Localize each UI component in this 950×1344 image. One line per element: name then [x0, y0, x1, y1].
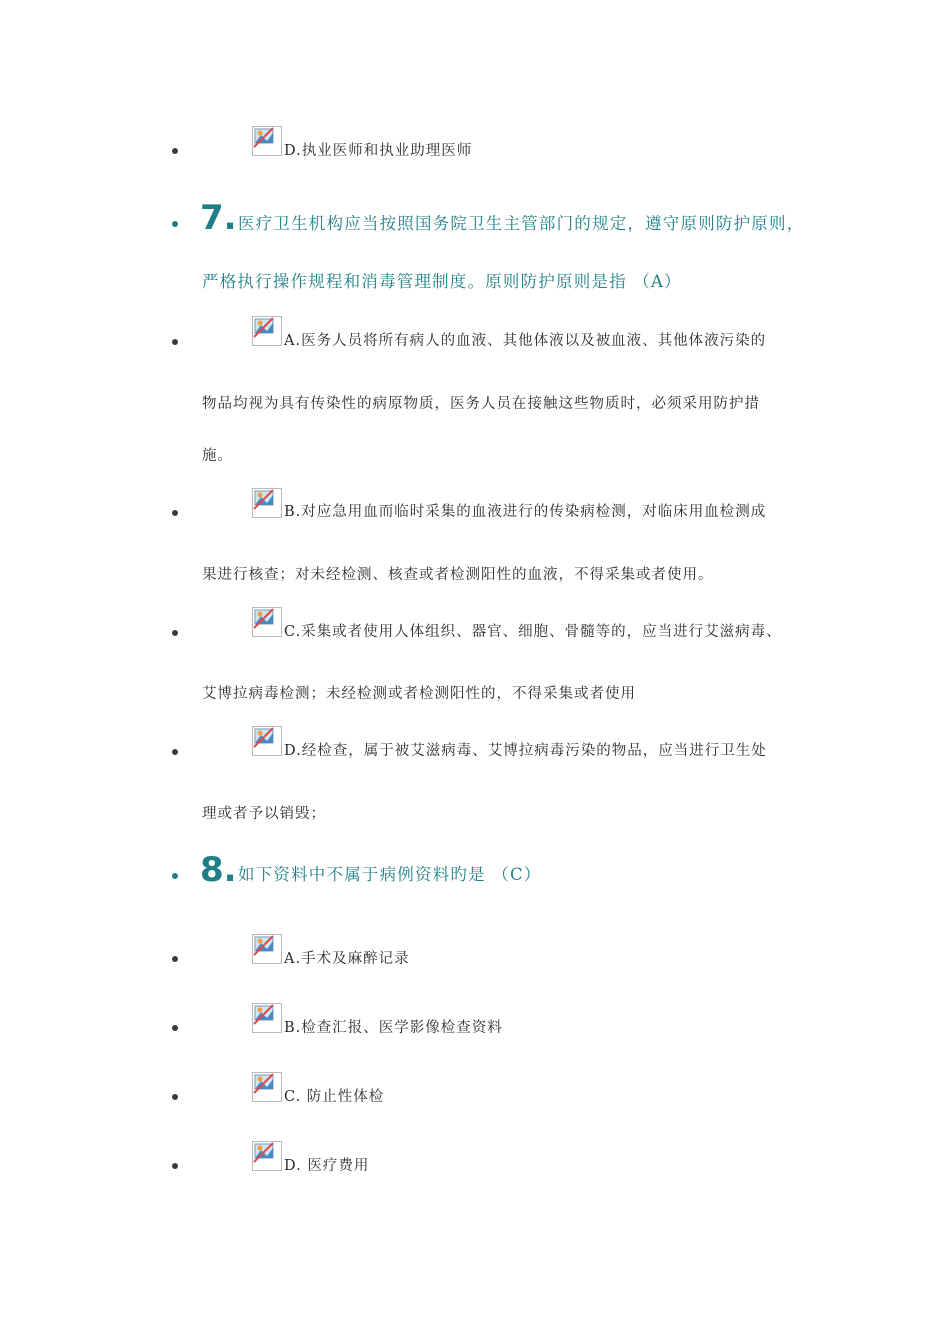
- broken-image-icon: [252, 316, 282, 346]
- list-bullet: [172, 221, 178, 227]
- list-bullet: [172, 956, 178, 962]
- broken-image-icon: [252, 607, 282, 637]
- question-number: 8.: [200, 850, 237, 890]
- list-bullet: [172, 148, 178, 154]
- option-text: A.手术及麻醉记录: [284, 951, 410, 967]
- list-bullet: [172, 339, 178, 345]
- question-text: 如下资料中不属于病例资料旳是 （C）: [238, 865, 542, 884]
- question-number: 7.: [200, 198, 237, 238]
- list-bullet: [172, 873, 178, 879]
- broken-image-icon: [252, 488, 282, 518]
- broken-image-icon: [252, 1072, 282, 1102]
- broken-image-icon: [252, 126, 282, 156]
- option-text: A.医务人员将所有病人的血液、其他体液以及被血液、其他体液污染的: [284, 333, 767, 349]
- broken-image-icon: [252, 1003, 282, 1033]
- question-text: 严格执行操作规程和消毒管理制度。原则防护原则是指 （A）: [202, 272, 682, 291]
- option-text: D.执业医师和执业助理医师: [284, 143, 473, 159]
- list-bullet: [172, 630, 178, 636]
- option-text: 艾博拉病毒检测；未经检测或者检测阳性的，不得采集或者使用: [202, 686, 636, 702]
- option-text: 理或者予以销毁；: [202, 806, 326, 822]
- list-bullet: [172, 1025, 178, 1031]
- option-text: 物品均视为具有传染性的病原物质，医务人员在接触这些物质时，必须采用防护措: [202, 396, 760, 412]
- option-text: C.采集或者使用人体组织、器官、细胞、骨髓等的，应当进行艾滋病毒、: [284, 624, 782, 640]
- option-text: C. 防止性体检: [284, 1089, 385, 1105]
- option-text: B.对应急用血而临时采集的血液进行的传染病检测，对临床用血检测成: [284, 504, 767, 520]
- list-bullet: [172, 1094, 178, 1100]
- list-bullet: [172, 510, 178, 516]
- list-bullet: [172, 749, 178, 755]
- broken-image-icon: [252, 726, 282, 756]
- list-bullet: [172, 1163, 178, 1169]
- question-text: 医疗卫生机构应当按照国务院卫生主管部门的规定，遵守原则防护原则，: [238, 214, 805, 233]
- option-text: D.经检查，属于被艾滋病毒、艾博拉病毒污染的物品，应当进行卫生处: [284, 743, 767, 759]
- option-text: 施。: [202, 448, 233, 464]
- option-text: B.检查汇报、医学影像检查资料: [284, 1020, 503, 1036]
- option-text: 果进行核查；对未经检测、核查或者检测阳性的血液，不得采集或者使用。: [202, 567, 714, 583]
- broken-image-icon: [252, 1141, 282, 1171]
- option-text: D. 医疗费用: [284, 1158, 370, 1174]
- broken-image-icon: [252, 934, 282, 964]
